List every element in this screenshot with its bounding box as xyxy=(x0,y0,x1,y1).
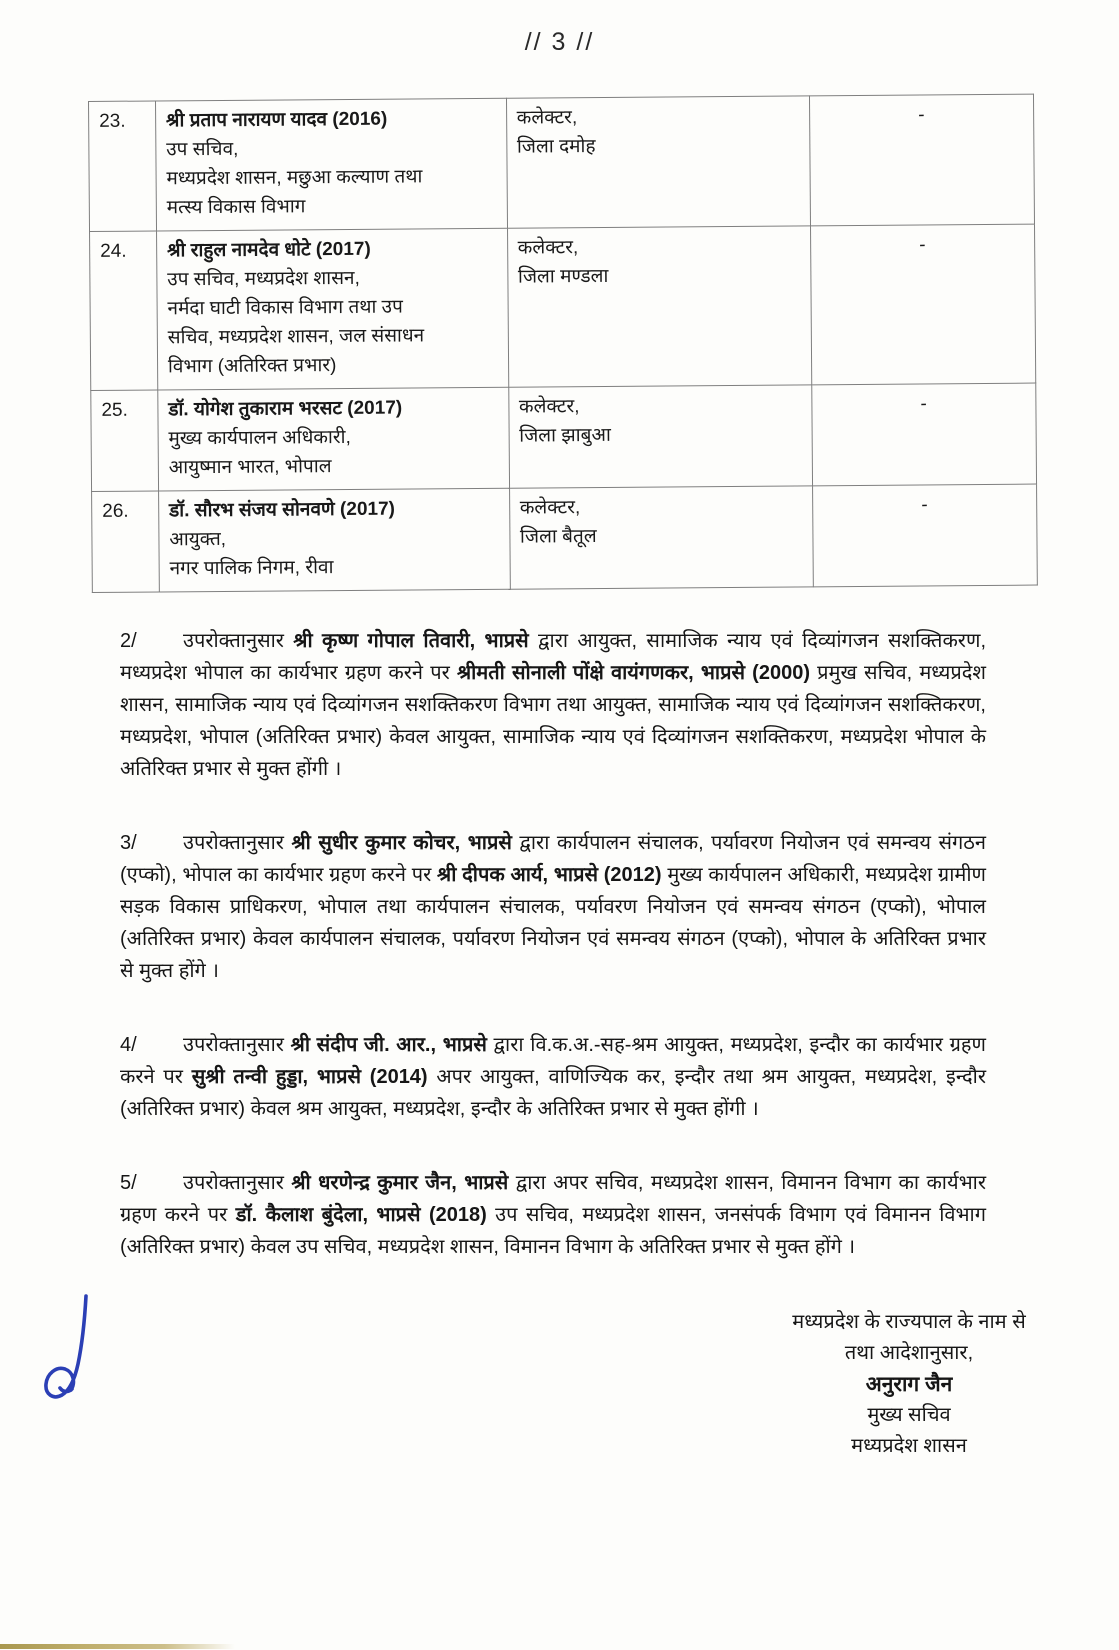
table-row xyxy=(92,484,1038,592)
order-paragraph xyxy=(120,827,986,987)
officer-detail-line: उप सचिव, xyxy=(166,138,239,161)
officer-name-inline: डॉ. कैलाश बुंदेला, भाप्रसे (2018) xyxy=(235,1204,487,1226)
paragraph-text: द्वारा वि.क.अ.-सह-श्रम आयुक्त, मध्यप्रदेश, इन्दौर का कार्यभार ग्रहण करने पर xyxy=(120,1034,986,1088)
serial-cell: 26. xyxy=(92,491,160,593)
table-row xyxy=(89,94,1035,231)
serial-cell: 24. xyxy=(90,231,158,391)
paragraph-text: द्वारा कार्यपालन संचालक, पर्यावरण नियोजन एवं समन्वय संगठन (एप्को), भोपाल का कार्यभार ग्रहण करने पर xyxy=(120,832,986,886)
signature-authority-line: मध्यप्रदेश के राज्यपाल के नाम से xyxy=(792,1311,1026,1333)
remark-cell: - xyxy=(809,94,1034,226)
paragraph-text: उप सचिव, मध्यप्रदेश शासन, जनसंपर्क विभाग एवं विमानन विभाग (अतिरिक्त प्रभार) केवल उप सचिव, मध्यप्रदेश शासन, विमानन विभाग के अतिरिक्त प्रभार से मुक्त होंगे । xyxy=(120,1204,987,1258)
posting-line: जिला बैतूल xyxy=(519,526,597,548)
signatory-title: मुख्य सचिव xyxy=(867,1404,951,1426)
posting-line: जिला झाबुआ xyxy=(519,424,611,447)
table-row xyxy=(90,224,1036,390)
order-paragraph xyxy=(120,625,986,785)
paragraph-text: उपरोक्तानुसार xyxy=(183,832,292,854)
serial-cell: 23. xyxy=(89,101,157,232)
paragraph-text: उपरोक्तानुसार xyxy=(183,1172,292,1194)
posting-cell xyxy=(507,226,811,387)
officer-detail-line: आयुष्मान भारत, भोपाल xyxy=(168,456,332,479)
posting-line: कलेक्टर, xyxy=(518,396,580,418)
officers-table xyxy=(88,94,1038,593)
paragraph-text: अपर आयुक्त, वाणिज्यिक कर, इन्दौर तथा श्रम आयुक्त, मध्यप्रदेश, इन्दौर (अतिरिक्त प्रभार) केवल श्रम आयुक्त, मध्यप्रदेश, इन्दौर के अतिरिक्त प्रभार से मुक्त होंगी । xyxy=(120,1066,987,1120)
table-row xyxy=(91,383,1037,491)
order-paragraphs xyxy=(120,625,986,1263)
remark-cell: - xyxy=(811,383,1036,486)
posting-line: कलेक्टर, xyxy=(519,497,581,519)
officer-detail-line: सचिव, मध्यप्रदेश शासन, जल संसाधन xyxy=(167,325,425,349)
posting-line: जिला मण्डला xyxy=(517,265,609,288)
remark-cell: - xyxy=(812,484,1037,587)
officer-cell xyxy=(158,387,510,491)
paragraph-number: 5/ xyxy=(120,1172,137,1194)
signatory-org: मध्यप्रदेश शासन xyxy=(851,1435,967,1457)
order-paragraph xyxy=(120,1167,986,1263)
paragraph-number: 4/ xyxy=(120,1034,137,1056)
officer-name-inline: श्री दीपक आर्य, भाप्रसे (2012) xyxy=(437,864,662,886)
officer-name-inline: श्री संदीप जी. आर., भाप्रसे xyxy=(290,1034,487,1056)
officer-name-inline: सुश्री तन्वी हुड्डा, भाप्रसे (2014) xyxy=(191,1066,428,1088)
blue-ink-mark xyxy=(40,1292,106,1408)
signature-block xyxy=(719,1307,1099,1462)
posting-cell xyxy=(509,486,813,589)
paragraph-number: 2/ xyxy=(120,630,137,652)
officer-name: डॉ. सौरभ संजय सोनवणे (2017) xyxy=(168,498,396,522)
remark-cell: - xyxy=(810,224,1036,385)
paragraph-text: द्वारा अपर सचिव, मध्यप्रदेश शासन, विमानन विभाग का कार्यभार ग्रहण करने पर xyxy=(120,1172,986,1226)
officer-name-inline: श्री धरणेन्द्र कुमार जैन, भाप्रसे xyxy=(291,1172,509,1194)
paragraph-number: 3/ xyxy=(120,832,137,854)
officer-detail-line: नर्मदा घाटी विकास विभाग तथा उप xyxy=(167,296,403,320)
paragraph-text: द्वारा आयुक्त, सामाजिक न्याय एवं दिव्यांगजन सशक्तिकरण, मध्यप्रदेश भोपाल का कार्यभार ग्रहण करने पर xyxy=(120,630,986,684)
paragraph-text: उपरोक्तानुसार xyxy=(183,1034,291,1056)
officer-name-inline: श्री कृष्ण गोपाल तिवारी, भाप्रसे xyxy=(293,630,529,652)
officer-detail-line: आयुक्त, xyxy=(169,528,227,551)
officer-cell xyxy=(156,228,508,390)
page-number: // 3 // xyxy=(524,28,595,56)
officer-detail-line: मुख्य कार्यपालन अधिकारी, xyxy=(168,426,351,450)
officer-cell xyxy=(155,98,507,231)
paragraph-text: प्रमुख सचिव, मध्यप्रदेश शासन, सामाजिक न्याय एवं दिव्यांगजन सशक्तिकरण विभाग तथा आयुक्त, सामाजिक न्याय एवं दिव्यांगजन सशक्तिकरण, मध्यप्रदेश, भोपाल (अतिरिक्त प्रभार) केवल आयुक्त, सामाजिक न्याय एवं दिव्यांगजन सशक्तिकरण, मध्यप्रदेश भोपाल के अतिरिक्त प्रभार से मुक्त होंगी । xyxy=(120,662,986,780)
paragraph-text: उपरोक्तानुसार xyxy=(183,630,294,652)
officer-detail-line: मध्यप्रदेश शासन, मछुआ कल्याण तथा xyxy=(166,166,423,190)
scan-edge-artifact xyxy=(0,1644,235,1649)
paragraph-text: मुख्य कार्यपालन अधिकारी, मध्यप्रदेश ग्रामीण सड़क विकास प्राधिकरण, भोपाल तथा कार्यपालन संचालक, पर्यावरण नियोजन एवं समन्वय संगठन (एप्को), भोपाल (अतिरिक्त प्रभार) केवल कार्यपालन संचालक, पर्यावरण नियोजन एवं समन्वय संगठन (एप्को), भोपाल के अतिरिक्त प्रभार से मुक्त होंगे । xyxy=(120,864,986,982)
officer-detail-line: उप सचिव, मध्यप्रदेश शासन, xyxy=(167,267,360,291)
officer-name: डॉ. योगेश तुकाराम भरसट (2017) xyxy=(168,397,403,421)
serial-cell: 25. xyxy=(91,390,159,492)
posting-line: जिला दमोह xyxy=(516,136,596,158)
officer-detail-line: मत्स्य विकास विभाग xyxy=(166,196,306,219)
signatory-name: अनुराग जैन xyxy=(865,1373,953,1396)
officer-name-inline: श्री सुधीर कुमार कोचर, भाप्रसे xyxy=(291,832,512,854)
officers-table-body xyxy=(89,94,1038,592)
officer-name: श्री राहुल नामदेव धोटे (2017) xyxy=(166,238,371,262)
posting-cell xyxy=(508,385,812,488)
officer-detail-line: नगर पालिक निगम, रीवा xyxy=(169,557,334,580)
posting-line: कलेक्टर, xyxy=(517,237,579,259)
posting-line: कलेक्टर, xyxy=(516,107,578,129)
officer-detail-line: विभाग (अतिरिक्त प्रभार) xyxy=(167,355,337,378)
officer-name: श्री प्रताप नारायण यादव (2016) xyxy=(165,108,388,132)
posting-cell xyxy=(506,96,810,228)
officer-name-inline: श्रीमती सोनाली पोंक्षे वायंगणकर, भाप्रसे (2000) xyxy=(456,662,810,684)
officer-cell xyxy=(158,488,510,592)
order-paragraph xyxy=(120,1029,986,1125)
ink-stroke xyxy=(46,1296,86,1397)
signature-order-line: तथा आदेशानुसार, xyxy=(844,1342,974,1364)
